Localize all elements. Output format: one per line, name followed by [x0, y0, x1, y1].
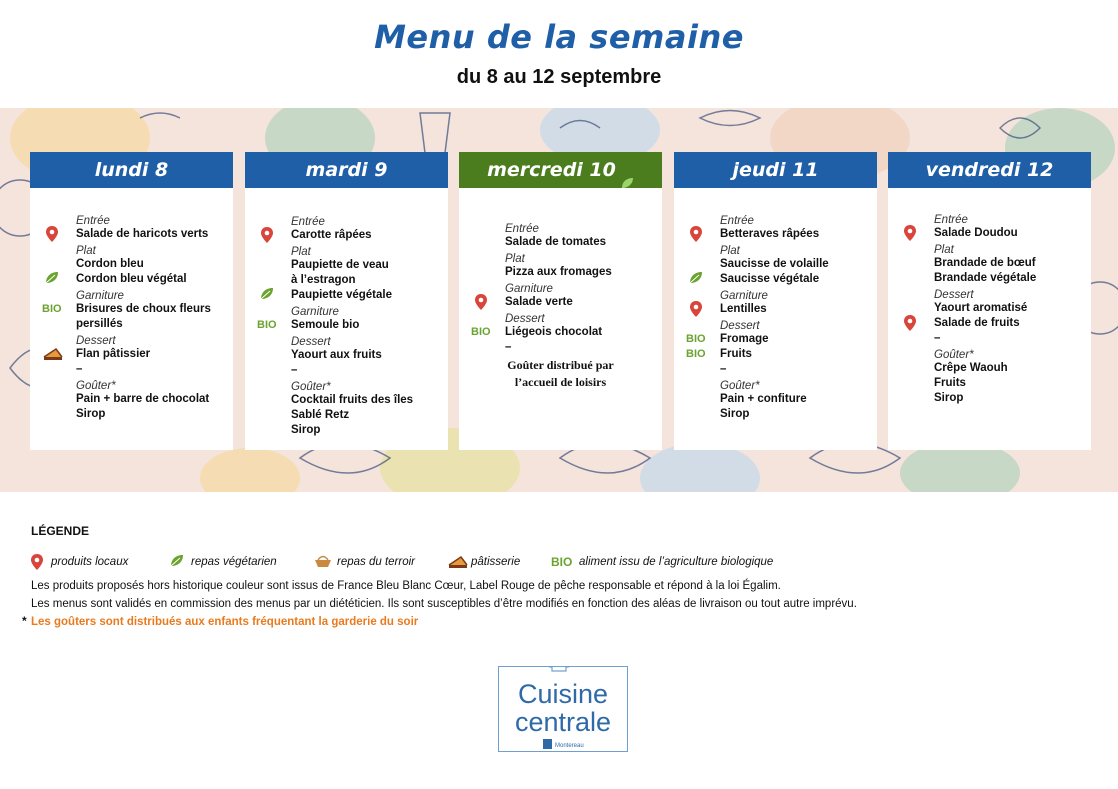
- day-name: mercredi 10: [487, 159, 616, 181]
- menu-item: Saucisse végétale: [720, 273, 820, 285]
- menu-item: Sirop: [720, 408, 750, 420]
- menu-item: Salade de fruits: [934, 317, 1020, 329]
- course-label: Goûter*: [720, 380, 760, 392]
- pin-icon: [257, 226, 277, 242]
- menu-item: Salade de tomates: [505, 236, 606, 248]
- course-label: Plat: [934, 244, 954, 256]
- course-label: Entrée: [505, 223, 539, 235]
- menu-item: –: [505, 341, 512, 353]
- menu-item: –: [76, 363, 83, 375]
- chef-hat-icon: [499, 667, 627, 751]
- menu-item: Fruits: [720, 348, 752, 360]
- menu-item: Carotte râpées: [291, 229, 372, 241]
- legend-label: repas du terroir: [337, 556, 415, 568]
- bio-badge: BIO: [257, 319, 277, 331]
- menu-item: –: [720, 363, 727, 375]
- menu-item: Yaourt aromatisé: [934, 302, 1028, 314]
- menu-item: Pain + confiture: [720, 393, 807, 405]
- course-label: Dessert: [934, 289, 974, 301]
- course-label: Goûter*: [934, 349, 974, 361]
- cuisine-centrale-logo: [498, 666, 628, 752]
- day-header: [30, 152, 233, 188]
- bio-badge: BIO: [686, 333, 706, 345]
- day-card-1: [30, 152, 233, 450]
- pastry-icon: [447, 553, 469, 575]
- day-header: [459, 152, 662, 188]
- day-name: jeudi 11: [732, 159, 819, 181]
- menu-item: Brandade de bœuf: [934, 257, 1036, 269]
- menu-item: –: [291, 364, 298, 376]
- pin-icon: [27, 553, 47, 577]
- pin-icon: [686, 300, 706, 316]
- day-card-3: [459, 152, 662, 450]
- day-name: mardi 9: [305, 159, 388, 181]
- day-card-2: [245, 152, 448, 450]
- menu-item: Pizza aux fromages: [505, 266, 612, 278]
- course-label: Garniture: [76, 290, 124, 302]
- day-header: [245, 152, 448, 188]
- logo-line1: Cuisine: [517, 679, 609, 709]
- menu-item: –: [934, 332, 941, 344]
- course-label: Plat: [505, 253, 525, 265]
- pin-icon: [900, 224, 920, 240]
- leaf-icon: [620, 165, 634, 177]
- menu-item: Sirop: [291, 424, 321, 436]
- pastry-icon: [42, 345, 62, 361]
- day-name: vendredi 12: [925, 159, 1054, 181]
- menu-item: Paupiette de veau: [291, 259, 389, 271]
- menu-item: Brisures de choux fleurs: [76, 303, 211, 315]
- course-label: Entrée: [76, 215, 110, 227]
- leaf-icon: [42, 270, 62, 286]
- footnote: Les goûters sont distribués aux enfants fréquentant la garderie du soir: [31, 616, 419, 628]
- menu-item: Liégeois chocolat: [505, 326, 603, 338]
- course-label: Entrée: [720, 215, 754, 227]
- day-name: lundi 8: [94, 159, 169, 181]
- legend-label: pâtisserie: [471, 556, 521, 568]
- pin-icon: [686, 225, 706, 241]
- day-card-4: [674, 152, 877, 450]
- menu-item: Fruits: [934, 377, 966, 389]
- course-label: Garniture: [291, 306, 339, 318]
- course-label: Dessert: [505, 313, 545, 325]
- course-label: Goûter*: [291, 381, 331, 393]
- menu-item: Saucisse de volaille: [720, 258, 829, 270]
- menu-item: Cordon bleu végétal: [76, 273, 187, 285]
- menu-item: Salade Doudou: [934, 227, 1018, 239]
- bio-badge: BIO: [551, 555, 573, 569]
- course-label: Entrée: [291, 216, 325, 228]
- menu-item: Sirop: [934, 392, 964, 404]
- leaf-icon: [167, 553, 187, 575]
- basket-icon: [313, 553, 333, 575]
- menu-item: à l’estragon: [291, 274, 356, 286]
- menu-item: Brandade végétale: [934, 272, 1037, 284]
- course-label: Goûter*: [76, 380, 116, 392]
- course-label: Dessert: [720, 320, 760, 332]
- day-header: [888, 152, 1091, 188]
- course-label: Entrée: [934, 214, 968, 226]
- legend-label: repas végétarien: [191, 556, 277, 568]
- menu-item: Salade verte: [505, 296, 573, 308]
- legend-label: produits locaux: [51, 556, 129, 568]
- menu-item: persillés: [76, 318, 123, 330]
- day-card-5: [888, 152, 1091, 450]
- logo-city: Montereau: [555, 743, 584, 749]
- course-label: Dessert: [76, 335, 116, 347]
- menu-item: Semoule bio: [291, 319, 360, 331]
- leaf-icon: [257, 286, 277, 302]
- menu-item: Sablé Retz: [291, 409, 350, 421]
- course-label: Dessert: [291, 336, 331, 348]
- bio-badge: BIO: [686, 348, 706, 360]
- menu-item: Crêpe Waouh: [934, 362, 1008, 374]
- logo-line2: centrale: [514, 707, 612, 737]
- menu-item: Lentilles: [720, 303, 767, 315]
- legend-note: Les produits proposés hors historique couleur sont issus de France Bleu Blanc Cœur, Label Rouge de pêche responsable et répond à la loi Égalim.: [31, 580, 781, 592]
- menu-item: Fromage: [720, 333, 769, 345]
- menu-item: Goûter distribué par: [507, 358, 614, 372]
- bio-badge: BIO: [471, 326, 491, 338]
- menu-item: Paupiette végétale: [291, 289, 392, 301]
- menu-item: l’accueil de loisirs: [514, 375, 607, 389]
- legend-label: aliment issu de l’agriculture biologique: [579, 556, 774, 568]
- pin-icon: [42, 225, 62, 241]
- menu-item: Cordon bleu: [76, 258, 144, 270]
- menu-item: Yaourt aux fruits: [291, 349, 382, 361]
- footnote-star: *: [22, 614, 27, 628]
- legend-note: Les menus sont validés en commission des menus par un diététicien. Ils sont susceptibles d’être modifiés en fonction des aléas de livraison ou tout autre imprévu.: [31, 598, 857, 610]
- page-subtitle: du 8 au 12 septembre: [456, 66, 662, 88]
- course-label: Garniture: [720, 290, 768, 302]
- course-label: Plat: [720, 245, 740, 257]
- day-header: [674, 152, 877, 188]
- bio-badge: BIO: [42, 303, 62, 315]
- course-label: Plat: [291, 246, 311, 258]
- leaf-icon: [686, 270, 706, 286]
- menu-item: Flan pâtissier: [76, 348, 151, 360]
- pin-icon: [471, 293, 491, 309]
- pin-icon: [900, 314, 920, 330]
- menu-item: Betteraves râpées: [720, 228, 820, 240]
- page-title: Menu de la semaine: [374, 18, 744, 56]
- menu-item: Salade de haricots verts: [76, 228, 209, 240]
- menu-item: Sirop: [76, 408, 106, 420]
- menu-item: Pain + barre de chocolat: [76, 393, 210, 405]
- legend-title: LÉGENDE: [31, 524, 90, 538]
- course-label: Plat: [76, 245, 96, 257]
- course-label: Garniture: [505, 283, 553, 295]
- menu-item: Cocktail fruits des îles: [291, 394, 414, 406]
